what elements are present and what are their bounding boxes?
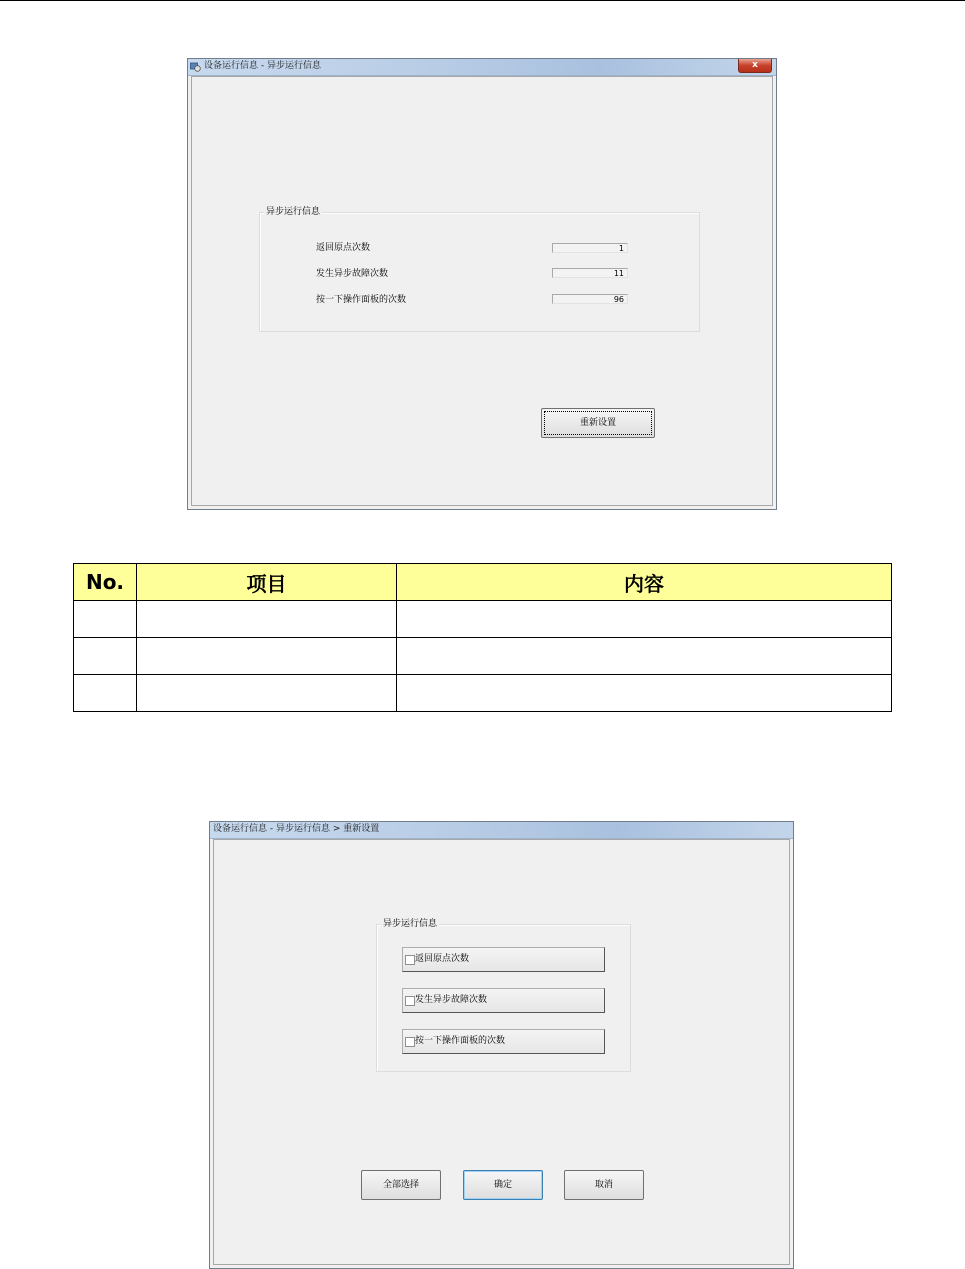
table-header-item: 项目: [137, 564, 397, 601]
table-header-no: No.: [74, 564, 137, 601]
select-all-button[interactable]: 全部选择: [361, 1170, 441, 1200]
table-cell: [397, 601, 892, 638]
checkbox-label: 返回原点次数: [415, 954, 470, 964]
table-cell: [137, 675, 397, 712]
checkbox-square[interactable]: [405, 955, 415, 965]
reset-settings-window: [209, 821, 794, 1269]
checkbox-square[interactable]: [405, 996, 415, 1006]
window-title: 设备运行信息 - 异步运行信息: [204, 61, 321, 71]
table-row: [74, 675, 892, 712]
page-top-rule: [0, 0, 965, 1]
close-button[interactable]: x: [738, 59, 772, 73]
app-icon: [190, 61, 201, 72]
window-client-area: [191, 76, 773, 506]
checkbox-label: 按一下操作面板的次数: [415, 1036, 506, 1046]
checkbox-label: 发生异步故障次数: [415, 995, 488, 1005]
cancel-button[interactable]: 取消: [564, 1170, 644, 1200]
table-header-content: 内容: [397, 564, 892, 601]
panel-press-count-checkbox[interactable]: [402, 1029, 605, 1054]
table-cell: [397, 638, 892, 675]
table-cell: [397, 675, 892, 712]
window-title: 设备运行信息 - 异步运行信息 > 重新设置: [213, 824, 380, 834]
checkbox-square[interactable]: [405, 1037, 415, 1047]
table-row: [74, 638, 892, 675]
async-fault-count-label: 发生异步故障次数: [316, 269, 389, 279]
table-cell: [74, 638, 137, 675]
async-info-groupbox: [376, 919, 631, 1072]
async-fault-count-checkbox[interactable]: [402, 988, 605, 1013]
return-origin-count-value: 1: [552, 243, 628, 253]
panel-press-count-value: 96: [552, 294, 628, 304]
window-titlebar[interactable]: [210, 822, 793, 839]
async-info-window: [187, 58, 777, 510]
panel-press-count-label: 按一下操作面板的次数: [316, 295, 407, 305]
return-origin-count-checkbox[interactable]: [402, 947, 605, 972]
table-cell: [74, 601, 137, 638]
async-fault-count-value: 11: [552, 268, 628, 278]
description-table: [73, 563, 892, 712]
window-client-area: [213, 839, 790, 1265]
window-titlebar[interactable]: [188, 59, 776, 76]
group-title: 异步运行信息: [266, 207, 321, 217]
reset-button[interactable]: 重新设置: [541, 408, 655, 438]
table-cell: [74, 675, 137, 712]
table-header-row: [74, 564, 892, 601]
group-title: 异步运行信息: [383, 919, 438, 929]
ok-button[interactable]: 确定: [463, 1170, 543, 1200]
async-info-groupbox: [259, 207, 700, 332]
table-cell: [137, 638, 397, 675]
table-row: [74, 601, 892, 638]
return-origin-count-label: 返回原点次数: [316, 243, 371, 253]
table-cell: [137, 601, 397, 638]
